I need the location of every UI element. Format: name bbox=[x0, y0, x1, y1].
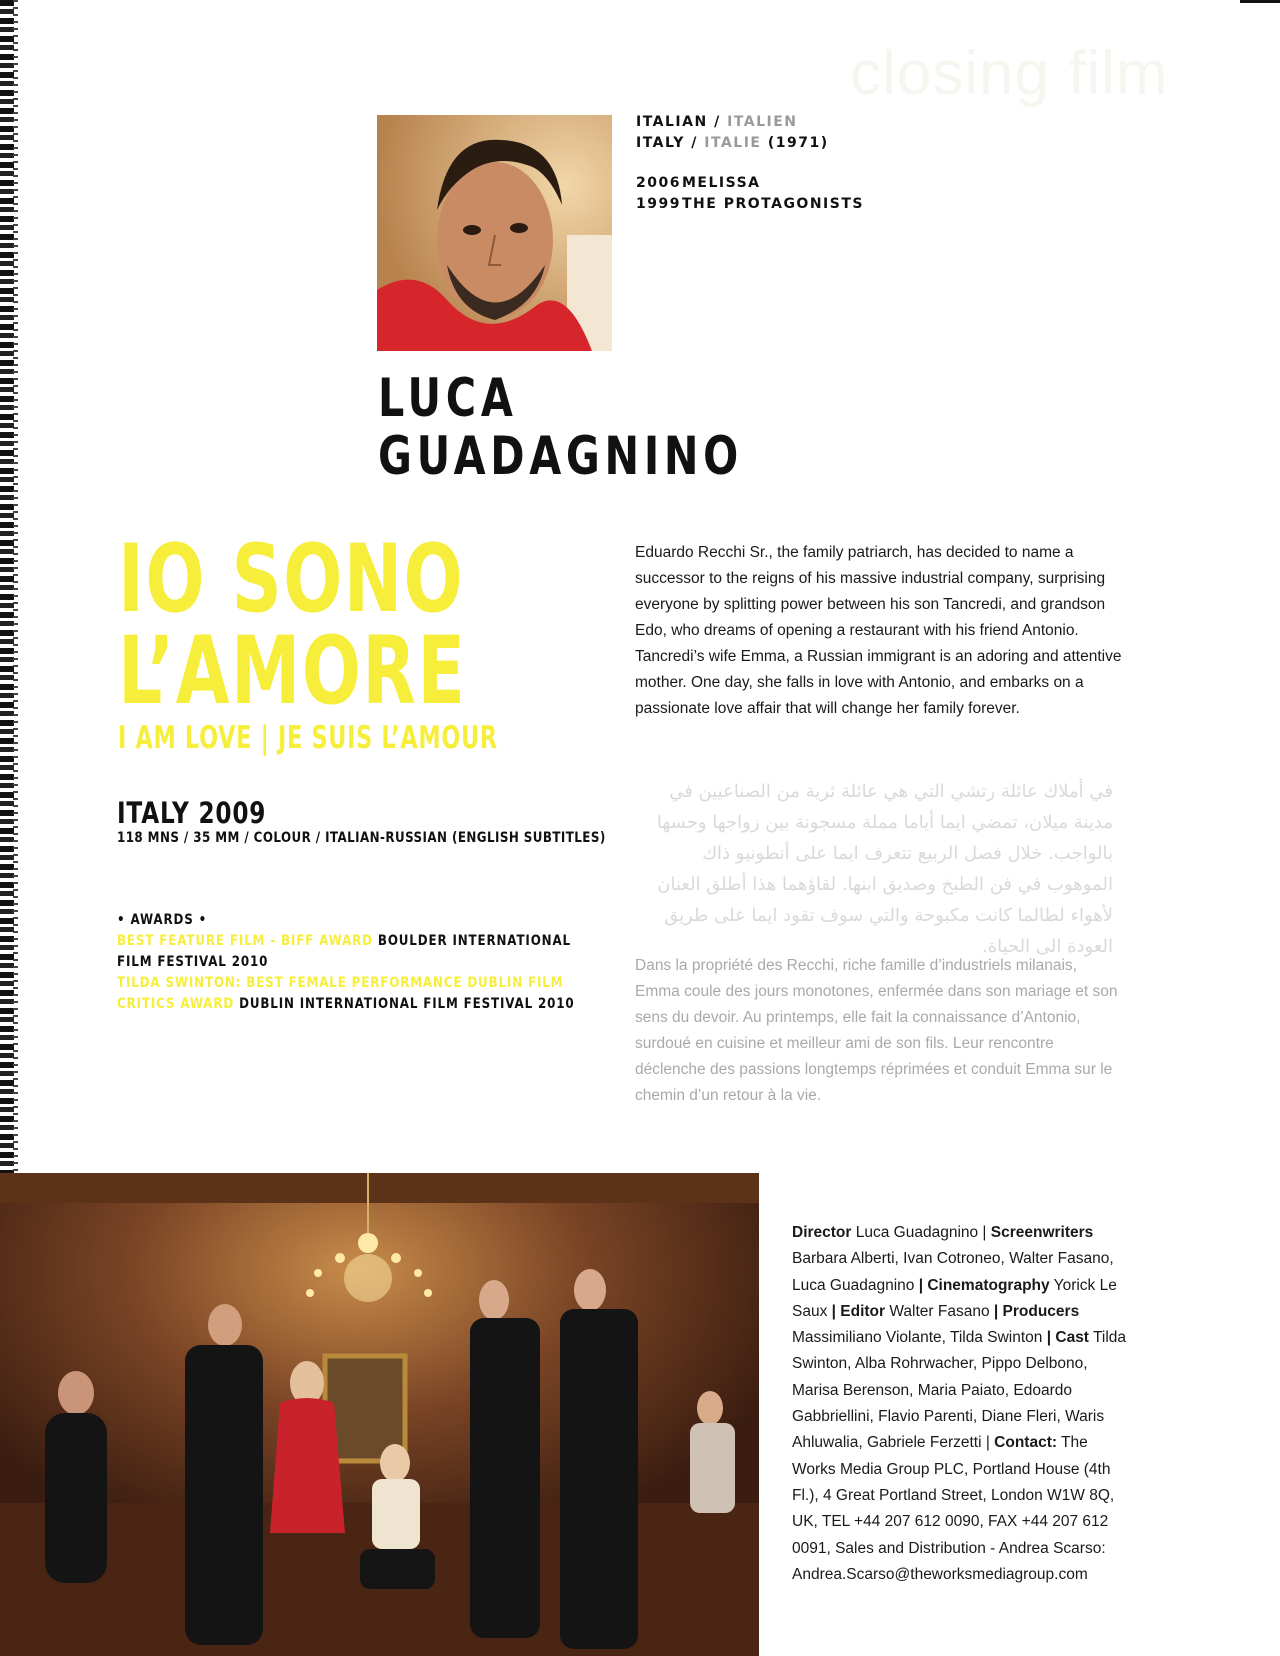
credit-names: Tilda Swinton, Alba Rohrwacher, Pippo Delbono, Marisa Berenson, Maria Paiato, Edoardo Gabbriellini, Flavio Parenti, Diane Fleri, Waris Ahluwalia, Gabriele Ferzetti | bbox=[792, 1329, 1127, 1452]
award-festival: BOULDER INTERNATIONAL FILM FESTIVAL 2010 bbox=[117, 933, 571, 970]
corner-mark bbox=[1240, 0, 1280, 3]
credit-names: Yorick Le Saux bbox=[792, 1276, 1117, 1320]
synopsis-english: Eduardo Recchi Sr., the family patriarch, has decided to name a successor to the reigns of his massive industrial company, surprising everyone by splitting power between his son Tancredi, and grandson Edo, who dreams of opening a restaurant with his friend Antonio. Tancredi’s wife Emma, a Russian immigrant is an adoring and attentive mother. One day, she falls in love with Antonio, and embarks on a passionate love affair that will change her family forever. bbox=[635, 544, 1122, 717]
film-alt-titles: I AM LOVE | JE SUIS L’AMOUR bbox=[118, 720, 498, 756]
birth-country-fr: ITALIE bbox=[704, 135, 762, 151]
awards-heading: • AWARDS • bbox=[117, 912, 208, 928]
award-name: TILDA SWINTON: BEST FEMALE PERFORMANCE DUBLIN FILM CRITICS AWARD bbox=[117, 975, 564, 1012]
credit-role: | Cinematography bbox=[918, 1276, 1050, 1294]
credit-role: Screenwriters bbox=[990, 1224, 1094, 1241]
credit-names: The Works Media Group PLC, Portland House (4th Fl.), 4 Great Portland Street, London W1W 8Q, UK, TEL +44 207 612 0090, FAX +44 207 612 0091, Sales and Distribution - Andrea Scarso: Andrea.Scarso@theworksmediagroup.com bbox=[792, 1434, 1115, 1583]
birth-year: (1971) bbox=[767, 135, 829, 151]
film-title-line1: IO SONO bbox=[118, 525, 465, 634]
film-year: 1999 bbox=[636, 196, 681, 212]
director-first-name: LUCA bbox=[378, 368, 518, 429]
director-portrait bbox=[377, 115, 612, 351]
section-watermark: closing film bbox=[850, 39, 1169, 108]
synopsis-arabic: في أملاك عائلة رتشي التي هي عائلة ثرية من الصناعيين في مدينة ميلان، تمضي ايما أياما مملة مسجونة بين زواجها وحسها بالواجب. خلال فصل الربيع تتعرف ايما على أنطونيو ذاك الموهوب في فن الطبخ وصديق ابنها. لقاؤهما هذا أطلق العنان لأهواء لطالما كانت مكبوحة والتي سوف تقود ايما على طريق العودة الى الحياة. bbox=[656, 781, 1113, 957]
country-line: ITALY / ITALIE (1971) bbox=[636, 135, 829, 151]
synopsis-french: Dans la propriété des Recchi, riche famille d’industriels milanais, Emma coule des jours monotones, enfermée dans son mariage et son sens du devoir. Au printemps, elle fait la connaissance d’Antonio, surdoué en cuisine et meilleur ami de son fils. Leur rencontre déclenche des passions longtemps réprimées et conduit Emma sur le chemin d’un retour à la vie. bbox=[635, 957, 1118, 1104]
director-last-name: GUADAGNINO bbox=[378, 426, 743, 487]
film-tech-specs: 118 MNS / 35 MM / COLOUR / ITALIAN-RUSSIAN (ENGLISH SUBTITLES) bbox=[117, 830, 606, 846]
director-meta bbox=[636, 112, 864, 215]
credit-names: Luca Guadagnino | bbox=[851, 1224, 991, 1241]
credit-names: Barbara Alberti, Ivan Cotroneo, Walter Fasano, Luca Guadagnino bbox=[792, 1250, 1114, 1294]
credit-role: Contact: bbox=[994, 1434, 1058, 1452]
award-festival: DUBLIN INTERNATIONAL FILM FESTIVAL 2010 bbox=[239, 996, 575, 1012]
nationality-fr: ITALIEN bbox=[727, 114, 798, 130]
film-title: MELISSA bbox=[682, 175, 761, 191]
filmography-item bbox=[636, 194, 864, 215]
film-title-line2: L’AMORE bbox=[118, 617, 467, 726]
filmography-item bbox=[636, 173, 864, 194]
filmography bbox=[636, 173, 864, 215]
director-name bbox=[378, 370, 743, 486]
award-item bbox=[117, 973, 576, 1015]
credit-role: Director bbox=[792, 1224, 852, 1241]
awards-block bbox=[117, 910, 576, 1015]
nationality: ITALIAN bbox=[636, 114, 708, 130]
birth-country: ITALY bbox=[636, 135, 685, 151]
credits-block bbox=[792, 1220, 1132, 1588]
film-title: THE PROTAGONISTS bbox=[682, 196, 864, 212]
credit-role: | Editor bbox=[831, 1302, 886, 1320]
award-name: BEST FEATURE FILM - BIFF AWARD bbox=[117, 933, 373, 949]
film-still-image bbox=[0, 1173, 759, 1656]
nationality-line: ITALIAN / ITALIEN bbox=[636, 114, 798, 130]
award-item bbox=[117, 931, 576, 973]
film-year: 2006 bbox=[636, 175, 681, 191]
credit-role: | Producers bbox=[993, 1302, 1080, 1320]
film-country-year: ITALY 2009 bbox=[117, 796, 267, 830]
credit-role: | Cast bbox=[1046, 1329, 1089, 1347]
credit-names: Massimiliano Violante, Tilda Swinton bbox=[792, 1329, 1047, 1347]
film-title bbox=[118, 525, 467, 726]
credit-names: Walter Fasano bbox=[885, 1302, 994, 1320]
